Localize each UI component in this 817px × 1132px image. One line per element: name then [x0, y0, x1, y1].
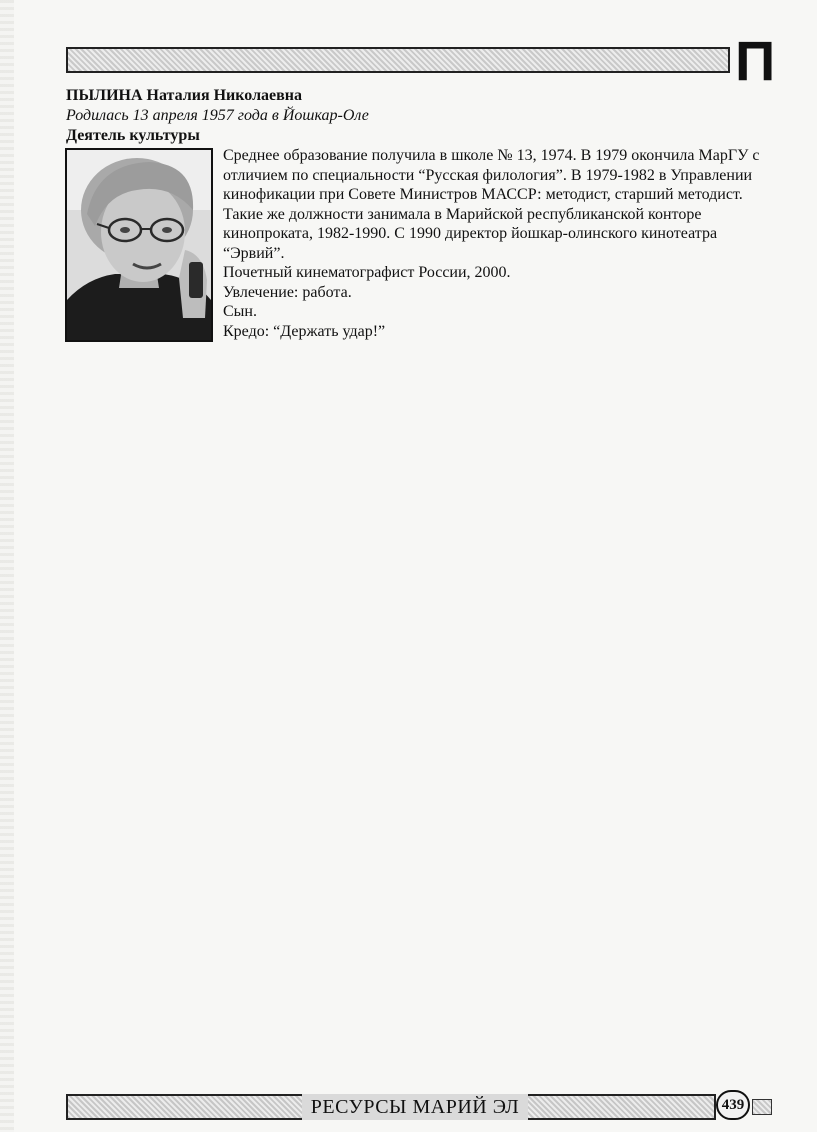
- portrait-photo: [65, 148, 213, 342]
- biography-hobby: Увлечение: работа.: [223, 283, 352, 301]
- footer-title: РЕСУРСЫ МАРИЙ ЭЛ: [302, 1094, 528, 1120]
- header-decorative-band: [66, 47, 730, 73]
- biography-family: Сын.: [223, 303, 257, 320]
- footer-band-end: [752, 1099, 772, 1115]
- occupation: Деятель культуры: [66, 127, 200, 144]
- biography-award: Почетный кинематографист России, 2000.: [223, 264, 511, 281]
- biography-education: Среднее образование получила в школе № 13, 1974. В 1979 окончила МарГУ с отличием по специальности “Русская филология”. В 1979-1982 в Управлении кинофикации при Совете Министров МАССР: методист, старший методист. Такие же должности занимала в Марийской республиканской конторе кинопроката, 1982-1990. С 1990 директор йошкар-олинского кинотеатра “Эрвий”.: [223, 147, 760, 262]
- biography-motto: Кредо: “Держать удар!”: [223, 322, 386, 340]
- page-number: 439: [716, 1090, 750, 1120]
- section-letter: П: [735, 29, 776, 92]
- page-edge-decoration: [0, 0, 14, 1132]
- person-name: ПЫЛИНА Наталия Николаевна: [66, 87, 302, 104]
- portrait-image: [67, 150, 211, 340]
- birth-info: Родилась 13 апреля 1957 года в Йошкар-Оле: [66, 107, 369, 124]
- biography-text: [223, 146, 763, 341]
